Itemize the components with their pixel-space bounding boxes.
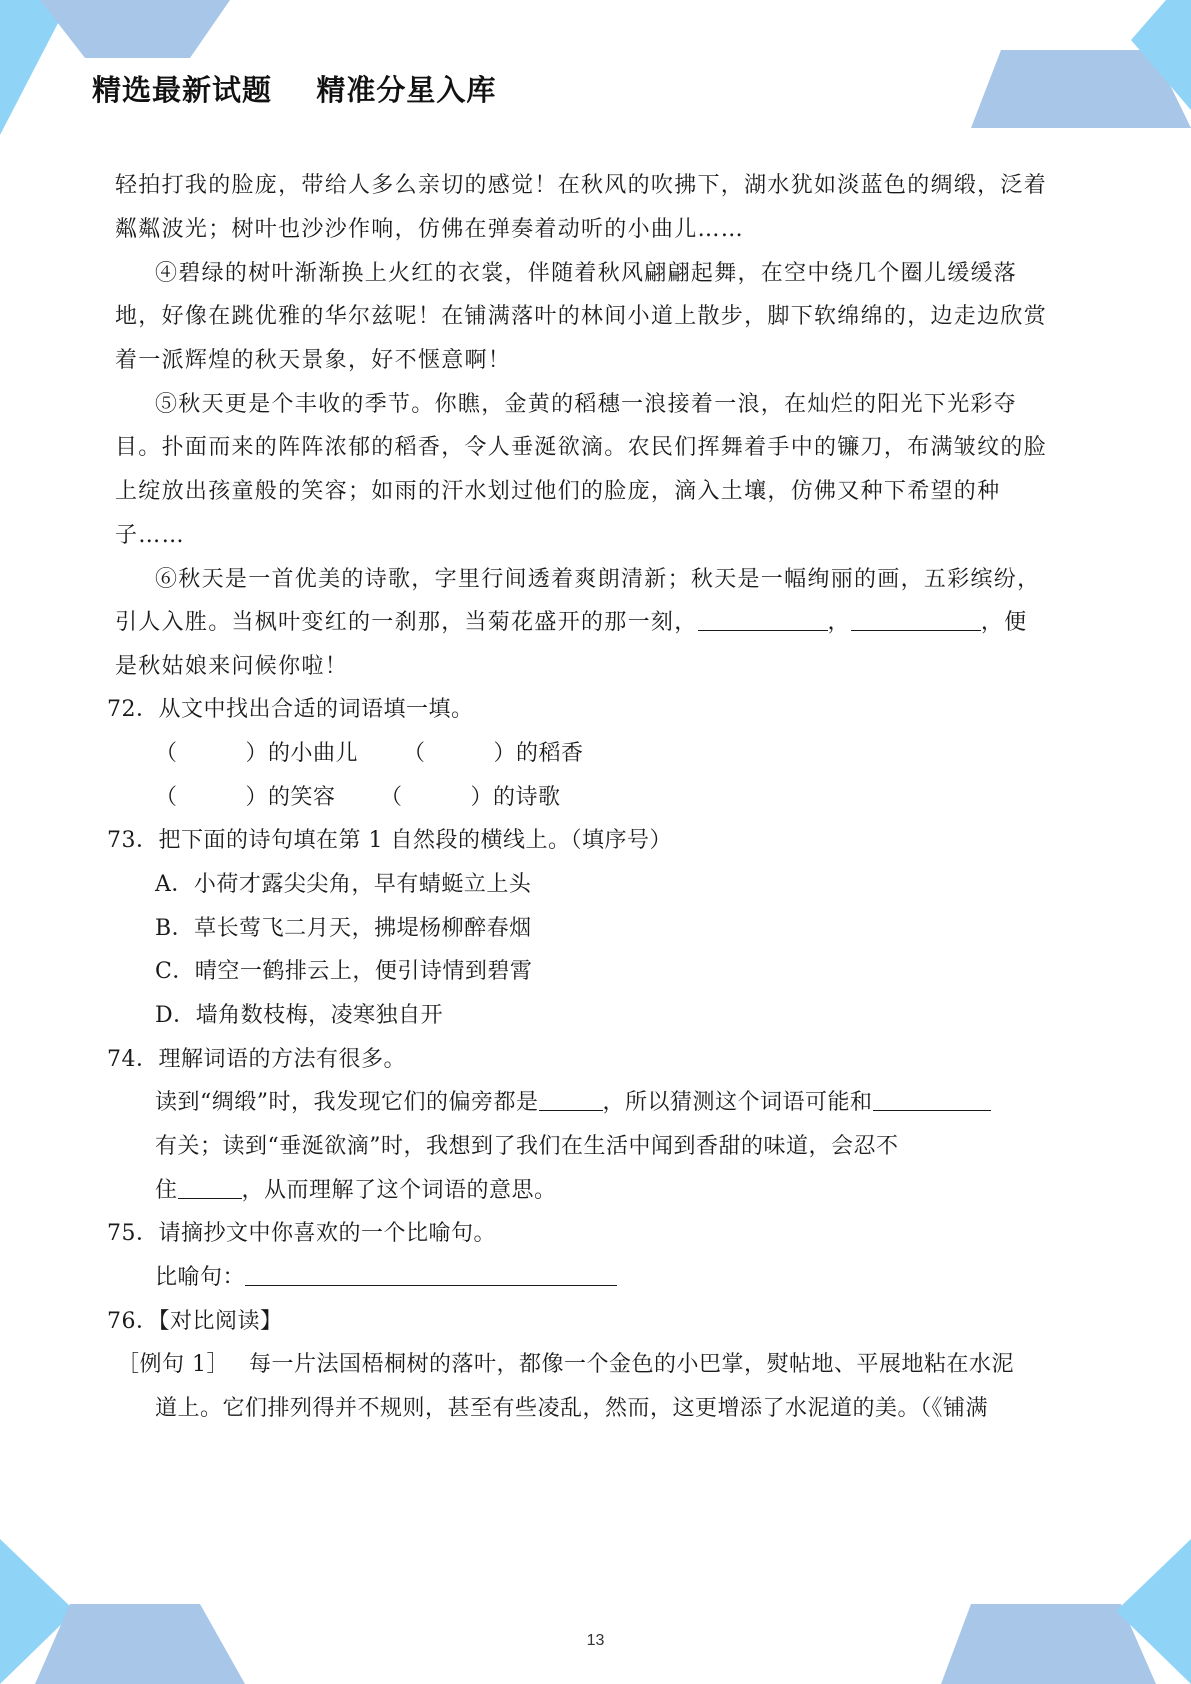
answer-blank[interactable] — [873, 1088, 991, 1111]
passage-p4-line3: 着一派辉煌的秋天景象，好不惬意啊！ — [115, 348, 512, 373]
q72-item-3[interactable]: （ ）的笑容 — [155, 785, 336, 810]
q73-option-c[interactable]: C．晴空一鹤排云上，便引诗情到碧霄 — [155, 959, 533, 984]
passage-p3-line2: 粼粼波光；树叶也沙沙作响，仿佛在弹奏着动听的小曲儿…… — [115, 217, 745, 242]
q72-item-1[interactable]: （ ）的小曲儿 — [155, 741, 359, 766]
answer-blank[interactable] — [539, 1088, 603, 1111]
q76-example-line1: ［例句 1］ 每一片法国梧桐树的落叶，都像一个金色的小巴掌，熨帖地、平展地粘在水泥 — [117, 1352, 1015, 1377]
passage-p6-separator: ， — [827, 610, 851, 635]
question-72-prompt: 72．从文中找出合适的词语填一填。 — [107, 697, 474, 722]
passage-p6-line1: ⑥秋天是一首优美的诗歌，字里行间透着爽朗清新；秋天是一幅绚丽的画，五彩缤纷， — [155, 567, 1041, 592]
bottom-left-decoration — [0, 1539, 260, 1684]
bottom-right-decoration — [931, 1539, 1191, 1684]
q73-option-a[interactable]: A．小荷才露尖尖角，早有蜻蜓立上头 — [155, 872, 532, 897]
q74-line2: 有关；读到“垂涎欲滴”时，我想到了我们在生活中闻到香甜的味道，会忍不 — [155, 1134, 899, 1159]
passage-p4-line1: ④碧绿的树叶渐渐换上火红的衣裳，伴随着秋风翩翩起舞，在空中绕几个圈儿缓缓落 — [155, 261, 1018, 286]
passage-p6-line2-end: ，便 — [980, 610, 1028, 635]
passage-p3-line1: 轻拍打我的脸庞，带给人多么亲切的感觉！在秋风的吹拂下，湖水犹如淡蓝色的绸缎，泛着 — [115, 173, 1048, 198]
question-76-prompt: 76．【对比阅读】 — [107, 1309, 283, 1334]
answer-blank[interactable] — [698, 608, 828, 631]
passage-p5-line1: ⑤秋天更是个丰收的季节。你瞧，金黄的稻穗一浪接着一浪，在灿烂的阳光下光彩夺 — [155, 392, 1018, 417]
q73-option-b[interactable]: B．草长莺飞二月天，拂堤杨柳醉春烟 — [155, 916, 532, 941]
passage-p6-line2-text: 引人入胜。当枫叶变红的一刹那，当菊花盛开的那一刻， — [115, 610, 698, 635]
top-right-decoration — [931, 0, 1191, 135]
passage-p4-line2: 地，好像在跳优雅的华尔兹呢！在铺满落叶的林间小道上散步，脚下软绵绵的，边走边欣赏 — [115, 304, 1048, 329]
answer-blank[interactable] — [245, 1263, 617, 1286]
q76-example-line2: 道上。它们排列得并不规则，甚至有些凌乱，然而，这更增添了水泥道的美。（《铺满 — [155, 1396, 989, 1421]
question-73-prompt: 73．把下面的诗句填在第 1 自然段的横线上。（填序号） — [107, 828, 672, 853]
question-74-prompt: 74．理解词语的方法有很多。 — [107, 1047, 406, 1072]
passage-p5-line2: 目。扑面而来的阵阵浓郁的稻香，令人垂涎欲滴。农民们挥舞着手中的镰刀，布满皱纹的脸 — [115, 435, 1048, 460]
q72-item-2[interactable]: （ ）的稻香 — [403, 741, 584, 766]
passage-p5-line4: 子…… — [115, 523, 185, 548]
question-75-prompt: 75．请摘抄文中你喜欢的一个比喻句。 — [107, 1221, 496, 1246]
q74-line3: 住 ，从而理解了这个词语的意思。 — [155, 1178, 557, 1203]
q72-item-4[interactable]: （ ）的诗歌 — [380, 785, 561, 810]
passage-p6-line3: 是秋姑娘来问候你啦！ — [115, 654, 349, 679]
page-number: 13 — [586, 1632, 605, 1649]
passage-p6-line2 — [115, 608, 1027, 638]
header-title: 精选最新试题 精准分星入库 — [92, 73, 497, 107]
q73-option-d[interactable]: D．墙角数枝梅，凌寒独自开 — [155, 1003, 444, 1028]
answer-blank[interactable] — [178, 1176, 242, 1199]
passage-p5-line3: 上绽放出孩童般的笑容；如雨的汗水划过他们的脸庞，滴入土壤，仿佛又种下希望的种 — [115, 479, 1001, 504]
q74-line1: 读到“绸缎”时，我发现它们的偏旁都是 ，所以猜测这个词语可能和 — [155, 1088, 991, 1118]
answer-blank[interactable] — [851, 608, 981, 631]
q75-answer-line: 比喻句： — [155, 1263, 617, 1293]
